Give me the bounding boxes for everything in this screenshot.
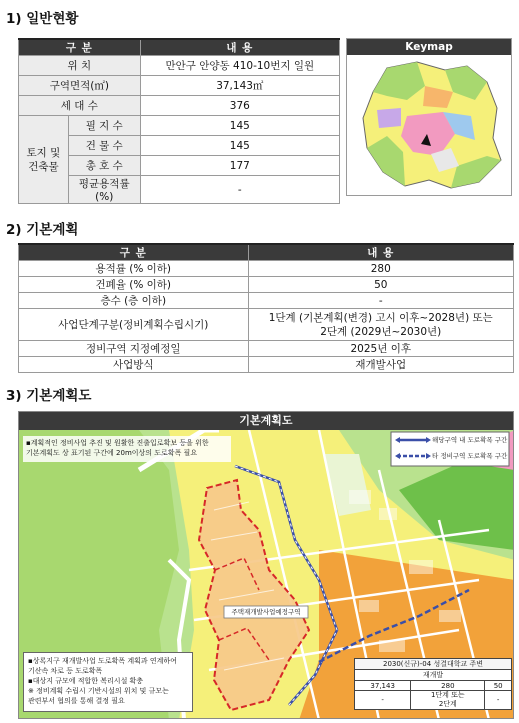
mini-area: 37,143 [355, 681, 411, 691]
group-label-line-1: 토지 및 [26, 146, 61, 159]
bcr-label: 건폐율 (% 이하) [19, 277, 249, 293]
location-label: 위 치 [19, 56, 141, 76]
units-value: 177 [140, 156, 339, 176]
keymap-title: Keymap [347, 39, 511, 55]
buildings-value: 145 [140, 136, 339, 156]
mini-last: - [485, 691, 512, 710]
mini-type: 재개발 [355, 670, 512, 681]
bcr-value: 50 [248, 277, 513, 293]
mini-phase-line-1: 1단계 또는 [430, 691, 465, 699]
floors-label: 층수 (층 이하) [19, 293, 249, 309]
general-head-category: 구 분 [19, 39, 141, 56]
map-note-top [23, 436, 231, 462]
legend-label-internal: 해당구역 내 도로확폭 구간 [432, 436, 508, 444]
designation-label: 정비구역 지정예정일 [19, 341, 249, 357]
avg-far-label: 평균용적률(%) [68, 176, 140, 204]
households-value: 376 [140, 96, 339, 116]
mini-phase [411, 691, 485, 710]
mini-title: 2030(신규)-04 성결대학교 주변 [355, 659, 512, 670]
map-note-bottom-line-5: 관련부서 협의를 통해 결정 필요 [28, 697, 125, 705]
map-note-bottom-line-3: ▪대상지 규모에 적합한 복리시설 확충 [28, 677, 144, 685]
floors-value: - [248, 293, 513, 309]
plan-map-title: 기본계획도 [19, 412, 513, 430]
mini-far: 280 [411, 681, 485, 691]
method-value: 재개발사업 [248, 357, 513, 373]
far-label: 용적률 (% 이하) [19, 261, 249, 277]
map-note-bottom [23, 652, 193, 712]
site-label: 주택재개발사업예정구역 [231, 608, 301, 616]
phase-value-line-1: 1단계 (기본계획(변경) 고시 이후~2028년) 또는 [268, 311, 493, 324]
map-note-top-line-1: ▪계획적인 정비사업 추진 및 원활한 진출입로확보 등을 위한 [26, 439, 209, 447]
section-title-general: 1) 일반현황 [6, 11, 79, 27]
general-head-content: 내 용 [140, 39, 339, 56]
parcels-value: 145 [140, 116, 339, 136]
area-label: 구역면적(㎡) [19, 76, 141, 96]
households-label: 세 대 수 [19, 96, 141, 116]
map-note-top-line-2: 기본계획도 상 표기된 구간에 20m이상의 도로확폭 필요 [26, 449, 198, 457]
designation-value: 2025년 이후 [248, 341, 513, 357]
map-note-bottom-line-4: ※ 정비계획 수립시 기반시설의 위치 및 규모는 [28, 687, 169, 695]
mini-phase-line-2: 2단계 [438, 700, 457, 708]
plan-head-category: 구 분 [19, 244, 249, 261]
units-label: 총 호 수 [68, 156, 140, 176]
buildings-label: 건 물 수 [68, 136, 140, 156]
keymap-panel [346, 38, 512, 196]
far-value: 280 [248, 261, 513, 277]
phase-value-line-2: 2단계 (2029년~2030년) [320, 325, 442, 338]
section-title-plan-map: 3) 기본계획도 [6, 388, 92, 404]
general-status-table [18, 38, 340, 204]
map-summary-table [354, 658, 512, 710]
phase-value [248, 309, 513, 341]
keymap-image [347, 56, 511, 196]
phase-label: 사업단계구분(정비계획수립시기) [19, 309, 249, 341]
parcels-label: 필 지 수 [68, 116, 140, 136]
section-title-plan: 2) 기본계획 [6, 222, 79, 238]
plan-map-panel [18, 411, 514, 719]
area-value: 37,143㎡ [140, 76, 339, 96]
location-value: 만안구 안양동 410-10번지 일원 [140, 56, 339, 76]
map-note-bottom-line-1: ▪상록지구 재개발사업 도로확폭 계획과 연계하여 [28, 657, 177, 665]
map-note-bottom-line-2: 기산속 차로 등 도로확폭 [28, 667, 103, 675]
plan-head-content: 내 용 [248, 244, 513, 261]
legend-label-external: 타 정비구역 도로확폭 구간 [432, 452, 508, 460]
basic-plan-table [18, 243, 514, 373]
mini-bcr: 50 [485, 681, 512, 691]
mini-floor: - [355, 691, 411, 710]
group-label-line-2: 건축물 [28, 160, 59, 173]
method-label: 사업방식 [19, 357, 249, 373]
avg-far-value: - [140, 176, 339, 204]
land-building-group-label [19, 116, 69, 204]
